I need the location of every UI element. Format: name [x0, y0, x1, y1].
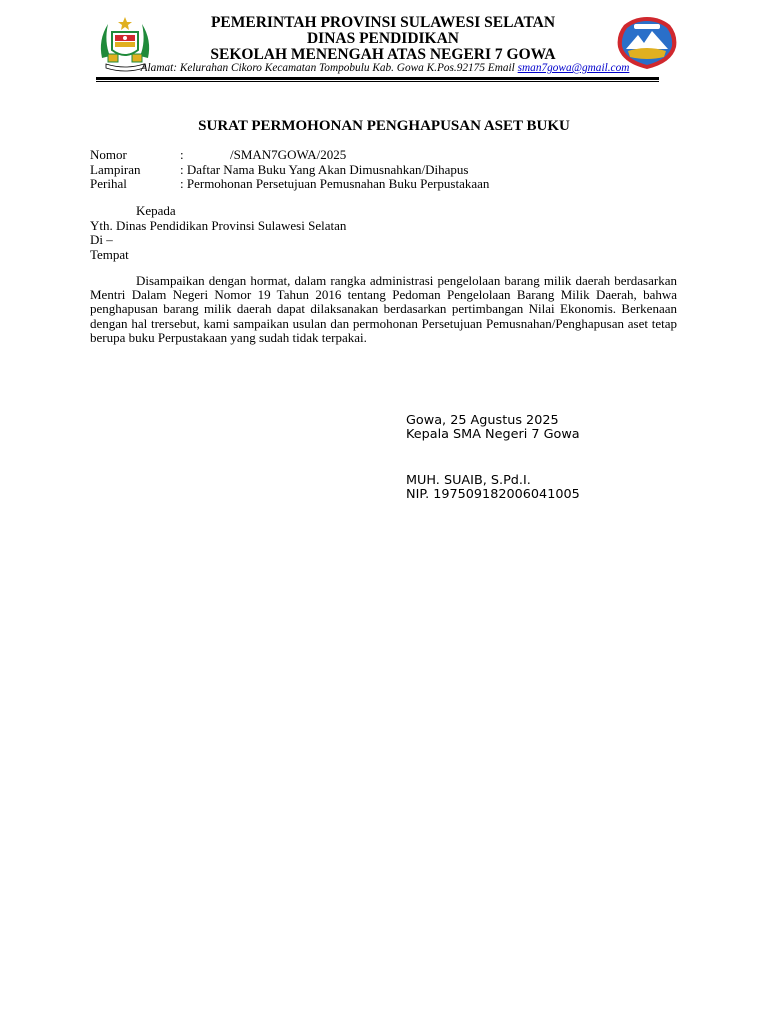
meta-colon-nomor: : [180, 147, 184, 162]
signature-name: MUH. SUAIB, S.Pd.I. [406, 473, 531, 488]
addressee-di: Di – [90, 232, 113, 247]
meta-label-lampiran: Lampiran [90, 161, 141, 177]
meta-value-nomor: /SMAN7GOWA/2025 [230, 147, 347, 162]
header-divider-thin [96, 81, 659, 82]
address-text: Alamat: Kelurahan Cikoro Kecamatan Tompobulu Kab. Gowa K.Pos.92175 Email [140, 62, 518, 74]
signature-place-date: Gowa, 25 Agustus 2025 [406, 413, 559, 428]
addressee-recipient: Yth. Dinas Pendidikan Provinsi Sulawesi Selatan [90, 217, 347, 233]
meta-value-lampiran: : Daftar Nama Buku Yang Akan Dimusnahkan/Dihapus [180, 161, 469, 177]
header-government-line: PEMERINTAH PROVINSI SULAWESI SELATAN [210, 14, 556, 31]
addressee-kepada: Kepada [136, 203, 176, 218]
email-link[interactable]: sman7gowa@gmail.com [517, 62, 630, 74]
signature-block [406, 414, 580, 502]
letter-title: SURAT PERMOHONAN PENGHAPUSAN ASET BUKU [198, 118, 570, 134]
signature-space [406, 442, 580, 474]
header-department-line: DINAS PENDIDIKAN [306, 30, 459, 47]
meta-label-nomor: Nomor [90, 147, 127, 162]
meta-label-perihal: Perihal [90, 176, 127, 191]
header-address [100, 62, 670, 74]
letter-body-paragraph: Disampaikan dengan hormat, dalam rangka administrasi pengelolaan barang milik daerah berdasarkan Mentri Dalam Negeri Nomor 19 Tahun 2016 tentang Pedoman Pengelolaan Barang Milik Daerah, bahwa penghapusan barang milik daerah dapat dilaksanakan berdasarkan pertimbangan Nilai Ekonomis. Berkenaan dengan hal trersebut, kami sampaikan usulan dan permohonan Persetujuan Pemusnahan/Penghapusan aset tetap berupa buku Perpustakaan yang sudah tidak terpakai. [90, 273, 677, 345]
meta-value-perihal: : Permohonan Persetujuan Pemusnahan Buku Perpustakaan [180, 176, 490, 191]
signature-nip: NIP. 197509182006041005 [406, 487, 580, 502]
header-divider-thick [96, 77, 659, 80]
addressee-block [90, 204, 346, 262]
signature-position: Kepala SMA Negeri 7 Gowa [406, 427, 580, 442]
addressee-tempat: Tempat [90, 246, 129, 262]
header-school-line: SEKOLAH MENENGAH ATAS NEGERI 7 GOWA [210, 46, 556, 63]
